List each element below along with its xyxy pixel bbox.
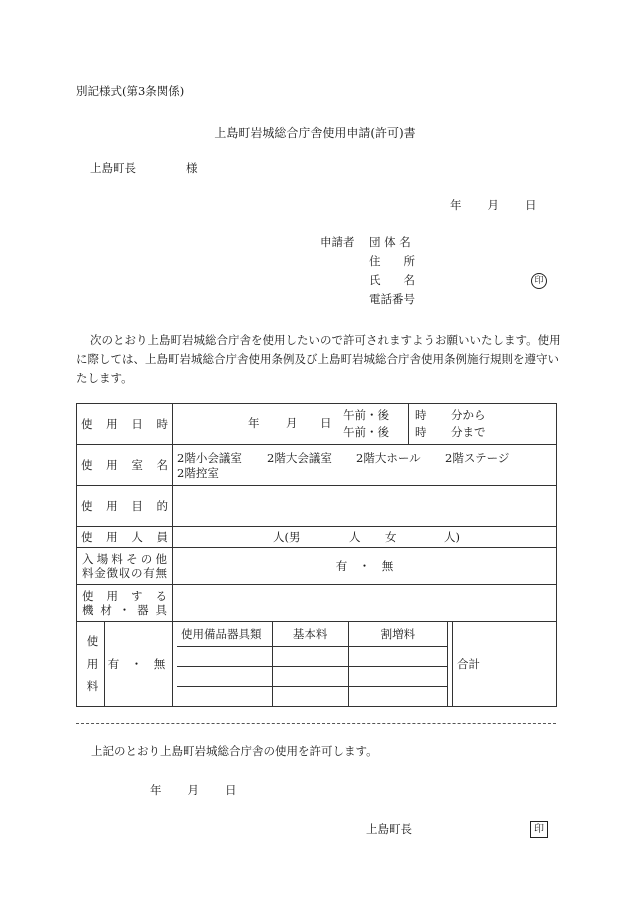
usage-date-label: 使 用 日 時	[77, 404, 173, 445]
applicant-org-field: 団 体 名	[369, 235, 411, 249]
room-option: 2階ステージ	[445, 451, 510, 465]
application-date	[450, 200, 537, 212]
purpose-value	[173, 486, 557, 527]
day-label: 日	[525, 198, 537, 212]
addressee-name: 上島町長	[90, 161, 136, 175]
permit-issuer: 上島町長	[366, 822, 412, 836]
room-option: 2階控室	[177, 466, 219, 480]
usage-date-cell: 年 月 日 午前・後 時 分から 午前・後 時 分まで	[173, 404, 409, 445]
usage-table	[76, 403, 557, 707]
equipment-value	[173, 585, 557, 622]
year-label: 年	[450, 198, 462, 212]
applicant-seal-icon: 印	[531, 273, 547, 289]
room-option: 2階小会議室	[177, 451, 242, 465]
fee-value: 有 ・ 無	[173, 548, 557, 585]
charge-total: 合計	[453, 622, 557, 707]
applicant-label: 申請者	[320, 235, 355, 249]
year-label: 年	[150, 783, 162, 797]
charge-option: 有 ・ 無	[107, 656, 166, 671]
room-label: 使 用 室 名	[77, 445, 173, 486]
start-ampm: 午前・後	[343, 408, 389, 422]
charge-detail	[173, 622, 453, 707]
permit-date	[150, 785, 237, 797]
applicant-phone-field: 電話番号	[369, 292, 415, 306]
room-option: 2階大会議室	[267, 451, 332, 465]
equipment-label: 使 用 す る 機材・器具	[77, 585, 173, 622]
addressee-honorific: 様	[186, 161, 198, 175]
charge-header-extra: 割増料	[348, 622, 447, 646]
addressee	[90, 163, 198, 175]
purpose-label: 使 用 目 的	[77, 486, 173, 527]
room-options	[173, 445, 557, 486]
applicant-name-field: 氏 名	[369, 273, 415, 287]
end-ampm: 午前・後	[343, 425, 389, 439]
charge-section	[77, 622, 173, 707]
issuer-seal-icon: 印	[530, 821, 548, 838]
charge-label: 使 用 料	[81, 622, 105, 706]
charge-header-items: 使用備品器具類	[177, 622, 272, 646]
appendix-label: 別記様式(第3条関係)	[76, 84, 185, 98]
room-option: 2階大ホール	[356, 451, 421, 465]
form-title: 上島町岩城総合庁舎使用申請(許可)書	[214, 126, 416, 140]
people-label: 使 用 人 員	[77, 527, 173, 548]
section-divider	[76, 723, 556, 724]
people-value: 人(男 人 女 人)	[173, 527, 557, 548]
charge-header-base: 基本料	[272, 622, 348, 646]
applicant-address-field: 住 所	[369, 254, 415, 268]
month-label: 月	[187, 783, 199, 797]
month-label: 月	[487, 198, 499, 212]
day-label: 日	[225, 783, 237, 797]
request-statement: 次のとおり上島町岩城総合庁舎を使用したいので許可されますようお願いいたします。使用に際しては、上島町岩城総合庁舎使用条例及び上島町岩城総合庁舎使用条例施行規則を遵守いたします。	[76, 333, 561, 385]
permit-statement: 上記のとおり上島町岩城総合庁舎の使用を許可します。	[91, 744, 378, 758]
fee-label: 入場料その他 料金徴収の有無	[77, 548, 173, 585]
